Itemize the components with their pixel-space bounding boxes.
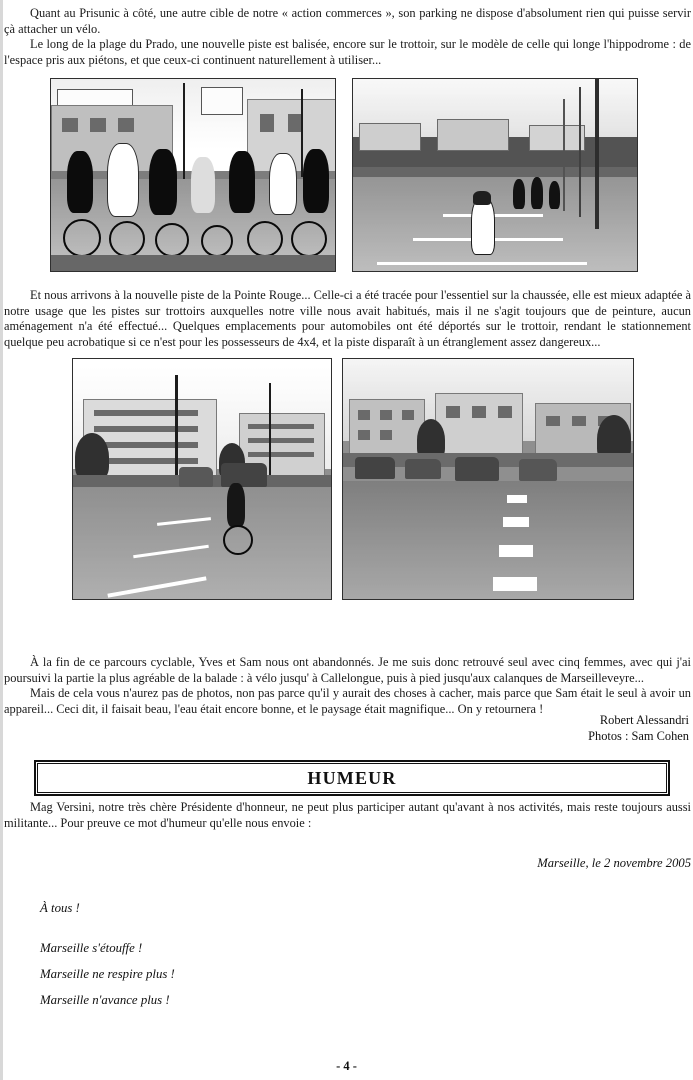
paragraph-fin-parcours: À la fin de ce parcours cyclable, Yves et Sam nous ont abandonnés. Je me suis donc retrouvé seul avec cinq femmes, avec qui j'ai poursuivi la partie la plus agréable de la balade : à vélo jusqu' à Callelongue, puis à pied jusqu'aux calanques de Marseilleveyre... (4, 655, 691, 685)
letter-line-2: Marseille ne respire plus ! (40, 967, 175, 981)
scan-edge (0, 0, 3, 1080)
letter-dateline: Marseille, le 2 novembre 2005 (537, 856, 691, 870)
humeur-text-block (0, 800, 693, 831)
signature-author: Robert Alessandri (599, 713, 689, 727)
low-text-block (0, 655, 693, 717)
section-heading-label: HUMEUR (307, 767, 397, 788)
photo-row-top (50, 78, 638, 272)
paragraph-prisunic: Quant au Prisunic à côté, une autre cible de notre « action commerces », son parking ne dispose d'absolument rien qui puisse servir çà attacher un vélo. (4, 6, 691, 36)
paragraph-photos: Mais de cela vous n'aurez pas de photos, non pas parce qu'il y aurait des choses à cacher, mais parce que Sam était le seul à avoir un appareil... Ceci dit, il faisait beau, l'eau était encore bonne, et le paysage était magnifique... On y retournera ! (4, 686, 691, 716)
paragraph-pointe-rouge: Et nous arrivons à la nouvelle piste de la Pointe Rouge... Celle-ci a été tracée pour l'essentiel sur la chaussée, elle est mieux adaptée à notre usage que les pistes sur trottoirs auxquelles notre ville nous avait habitués, mais il ne s'agit toujours que de peinture, aucun aménagement n'a été effectué... Quelques emplacements pour automobiles ont été déportés sur le trottoir, rendant le stationnement quelque peu acrobatique si ce n'est pour les possesseurs de 4x4, et la piste disparaît à un étranglement assez dangereux... (4, 288, 691, 349)
signature-block (588, 712, 689, 744)
letter-spacer (40, 921, 175, 935)
letter-line-3: Marseille n'avance plus ! (40, 993, 170, 1007)
letter-salutation: À tous ! (40, 901, 80, 915)
paragraph-mag-versini: Mag Versini, notre très chère Présidente d'honneur, ne peut plus participer autant qu'avant à nos activités, mais reste toujours aussi militante... Pour preuve ce mot d'humeur qu'elle nous envoie : (4, 800, 691, 830)
photo-bike-lane-houses (342, 358, 634, 600)
mid-text-block (0, 288, 693, 350)
photo-street-cyclist (72, 358, 332, 600)
photo-rollerblader-path (352, 78, 638, 272)
photo-row-bottom (72, 358, 634, 600)
paragraph-prado: Le long de la plage du Prado, une nouvelle piste est balisée, encore sur le trottoir, sur le modèle de celle qui longe l'hippodrome : de l'espace pris aux piétons, et que ceux-ci continuent naturellement à utiliser... (4, 37, 691, 67)
letter-line-1: Marseille s'étouffe ! (40, 941, 143, 955)
top-text-block (0, 6, 693, 68)
section-heading-inner (37, 763, 667, 793)
section-heading-humeur (34, 760, 670, 796)
letter-body (40, 895, 175, 1013)
signature-photo-credit: Photos : Sam Cohen (588, 729, 689, 743)
photo-cyclists-group (50, 78, 336, 272)
page-number: - 4 - (336, 1059, 357, 1073)
